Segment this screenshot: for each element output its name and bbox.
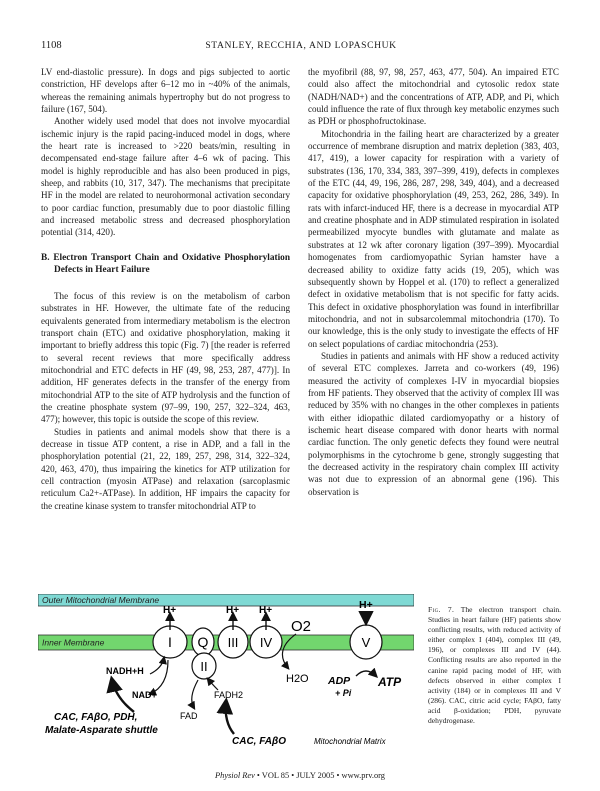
journal-details: • VOL 85 • JULY 2005 • www.prv.org	[254, 771, 385, 780]
inner-membrane-label: Inner Membrane	[42, 637, 105, 648]
outer-membrane-label: Outer Mitochondrial Membrane	[42, 595, 160, 605]
paragraph: Another widely used model that does not involve myocardial ischemic injury is the rapid pacing-induced model in dogs, where the heart rate is increased to >220 beats/min, resulting in decompensated end-stage failure after 4–6 wk of pacing. This model is highly reproducible and has also been produced in pigs, sheep, and rabbits (10, 317, 347). The mechanisms that precipitate HF in the model are related to neurohormonal activation secondary to poor cardiac function, presumably due to poor diastolic filling and increased metabolic stress and decreased phosphorylation potential (314, 420).	[41, 116, 290, 238]
atp-synthesis-arrow	[356, 671, 376, 676]
complex-Q-label: Q	[197, 634, 209, 650]
atp-label: ATP	[378, 675, 402, 689]
figure-caption-label: Fig. 7.	[428, 605, 455, 614]
nadh-label: NADH+H	[106, 666, 144, 676]
paragraph: Studies in patients and animals with HF show a reduced activity of several ETC complexes. Jarreta and co-workers (49, 196) measured the activity of complexes I-IV in myocardial biopsies from HF patients. They observed that the activity of complex III was reduced by 35% with no changes in the other complexes in patients with either idiopathic dilated cardiomyopathy or a history of ischemic heart disease compared with donor hearts with normal cardiac function. The only genetic defects they found were neutral polymorphisms in the cytochrome b gene, strongly suggesting that the decreased activity in the respiratory chain complex III activity was not due to expression of an abnormal gene (196). This observation is	[308, 350, 559, 497]
proton-label: H+	[259, 605, 273, 616]
figure-electron-transport-chain	[38, 594, 414, 754]
fadh2-label: FADH2	[214, 690, 244, 700]
right-column	[308, 66, 559, 498]
substrate-arrow	[112, 680, 134, 712]
adp-label: ADP	[328, 675, 351, 687]
fadh2-sources-label: CAC, FAβO	[232, 736, 286, 747]
nad-arrow	[150, 660, 168, 694]
running-header-authors: STANLEY, RECCHIA, AND LOPASCHUK	[205, 40, 397, 51]
figure-caption	[428, 605, 561, 726]
substrate-arrow	[226, 702, 234, 734]
proton-label: H+	[359, 599, 373, 611]
paragraph: LV end-diastolic pressure). In dogs and pigs subjected to aortic constriction, HF develops after 6–12 mo in ~40% of the animals, whereas the remaining animals hypertrophy but do not progress to failure (167, 504).	[41, 67, 290, 115]
water-label: H2O	[286, 673, 309, 685]
journal-name: Physiol Rev	[215, 771, 255, 780]
nadh-arrow	[150, 658, 164, 674]
matrix-label: Mitochondrial Matrix	[314, 737, 386, 746]
proton-label: H+	[163, 605, 177, 616]
complex-II-label: II	[200, 659, 208, 674]
complex-V-label: V	[361, 635, 371, 650]
pi-label: + Pi	[335, 688, 352, 698]
fadh2-arrow	[208, 679, 218, 690]
nadh-sources-label-2: Malate-Asparate shuttle	[45, 725, 158, 736]
running-header	[41, 40, 561, 54]
proton-label: H+	[226, 605, 240, 616]
nad-label: NAD+	[132, 690, 157, 700]
section-heading: B. Electron Transport Chain and Oxidative Phosphorylation Defects in Heart Failure	[41, 252, 290, 275]
figure-caption-text: The electron transport chain. Studies in heart failure (HF) patients show conflicting results, with reduced activity of either complex I (404), complex III (49, 196), or complexes III and IV (44). Conflicting results are also reported in the canine rapid pacing model of HF, with defects observed in either complex I activity (184) or in complexes III and V (286). CAC, citric acid cycle; FAβO, fatty acid β-oxidation; PDH, pyruvate dehydrogenase.	[428, 605, 561, 726]
fad-arrow	[192, 680, 198, 708]
paragraph: Studies in patients and animal models show that there is a decrease in tissue ATP content, a rise in ADP, and a fall in the phosphorylation potential (21, 22, 189, 257, 298, 314, 322–324, 420, 463, 470), thus impairing the kinetics for ATP utilization for cell contraction (myosin ATPase) and relaxation (sarcoplasmic reticulum Ca2+-ATPase). In addition, HF impairs the capacity for the creatine kinase system to transfer mitochondrial ATP to	[41, 426, 290, 511]
oxygen-label: O2	[291, 618, 312, 635]
complex-IV-label: IV	[259, 635, 273, 650]
fad-label: FAD	[180, 711, 198, 721]
page-number: 1108	[41, 40, 62, 51]
page-footer	[0, 771, 600, 780]
nadh-sources-label: CAC, FAβO, PDH,	[54, 712, 138, 723]
complex-I-label: I	[168, 634, 172, 650]
paragraph: Mitochondria in the failing heart are characterized by a greater occurrence of membrane disruption and matrix depletion (383, 403, 417, 419), a lower capacity for respiration with a variety of substrates (136, 170, 334, 383, 397–399, 419), defects in complexes of the ETC (44, 49, 196, 286, 287, 298, 349, 404), and a decreased capacity for oxidative phosphorylation (49, 253, 262, 286, 349). In rats with infarct-induced HF, there is a decrease in myocardial ATP and creatine phosphate and in ADP stimulated respiration in isolated permeabilized myocyte bundles with glutamate and malate as substrates at 12 wk after coronary ligation (397–399). Myocardial homogenates from cardiomyopathic Syrian hamster have a decreased ability to oxidize fatty acids (19, 205), which was subsequently shown by Hoppel et al. (170) to reflect a generalized defect in oxidative metabolism that is not specific for fatty acids. This defect in oxidative phosphorylation was found in interfibrillar mitochondria, and not in subsarcolemmal mitochondria (170). To our knowledge, this is the only study to investigate the effects of HF on select populations of cardiac mitochondria (253).	[308, 128, 559, 349]
paragraph: The focus of this review is on the metabolism of carbon substrates in HF. However, the ultimate fate of the reducing equivalents generated from intermediary metabolism is the electron transport chain (ETC) and oxidative phosphorylation, making it important to briefly address this topic (Fig. 7) [the reader is referred to several recent reviews that more specifically address mitochondrial and ETC defects in HF (49, 98, 253, 287, 477)]. In addition, HF generates defects in the transfer of the energy from mitochondrial ATP to the site of ATP hydrolysis and the function of the creatine phosphate system (97–99, 190, 257, 322–324, 463, 477); however, this topic is outside the scope of this review.	[41, 290, 290, 425]
left-column	[41, 66, 290, 512]
complex-III-label: III	[227, 635, 239, 650]
paragraph: the myofibril (88, 97, 98, 257, 463, 477, 504). An impaired ETC could also affect the mitochondrial and cytosolic redox state (NADH/NAD+) and the concentrations of ATP, ADP, and Pi, which could influence the rate of flux through key metabolic enzymes such as PDH or phosphofructokinase.	[308, 67, 559, 127]
